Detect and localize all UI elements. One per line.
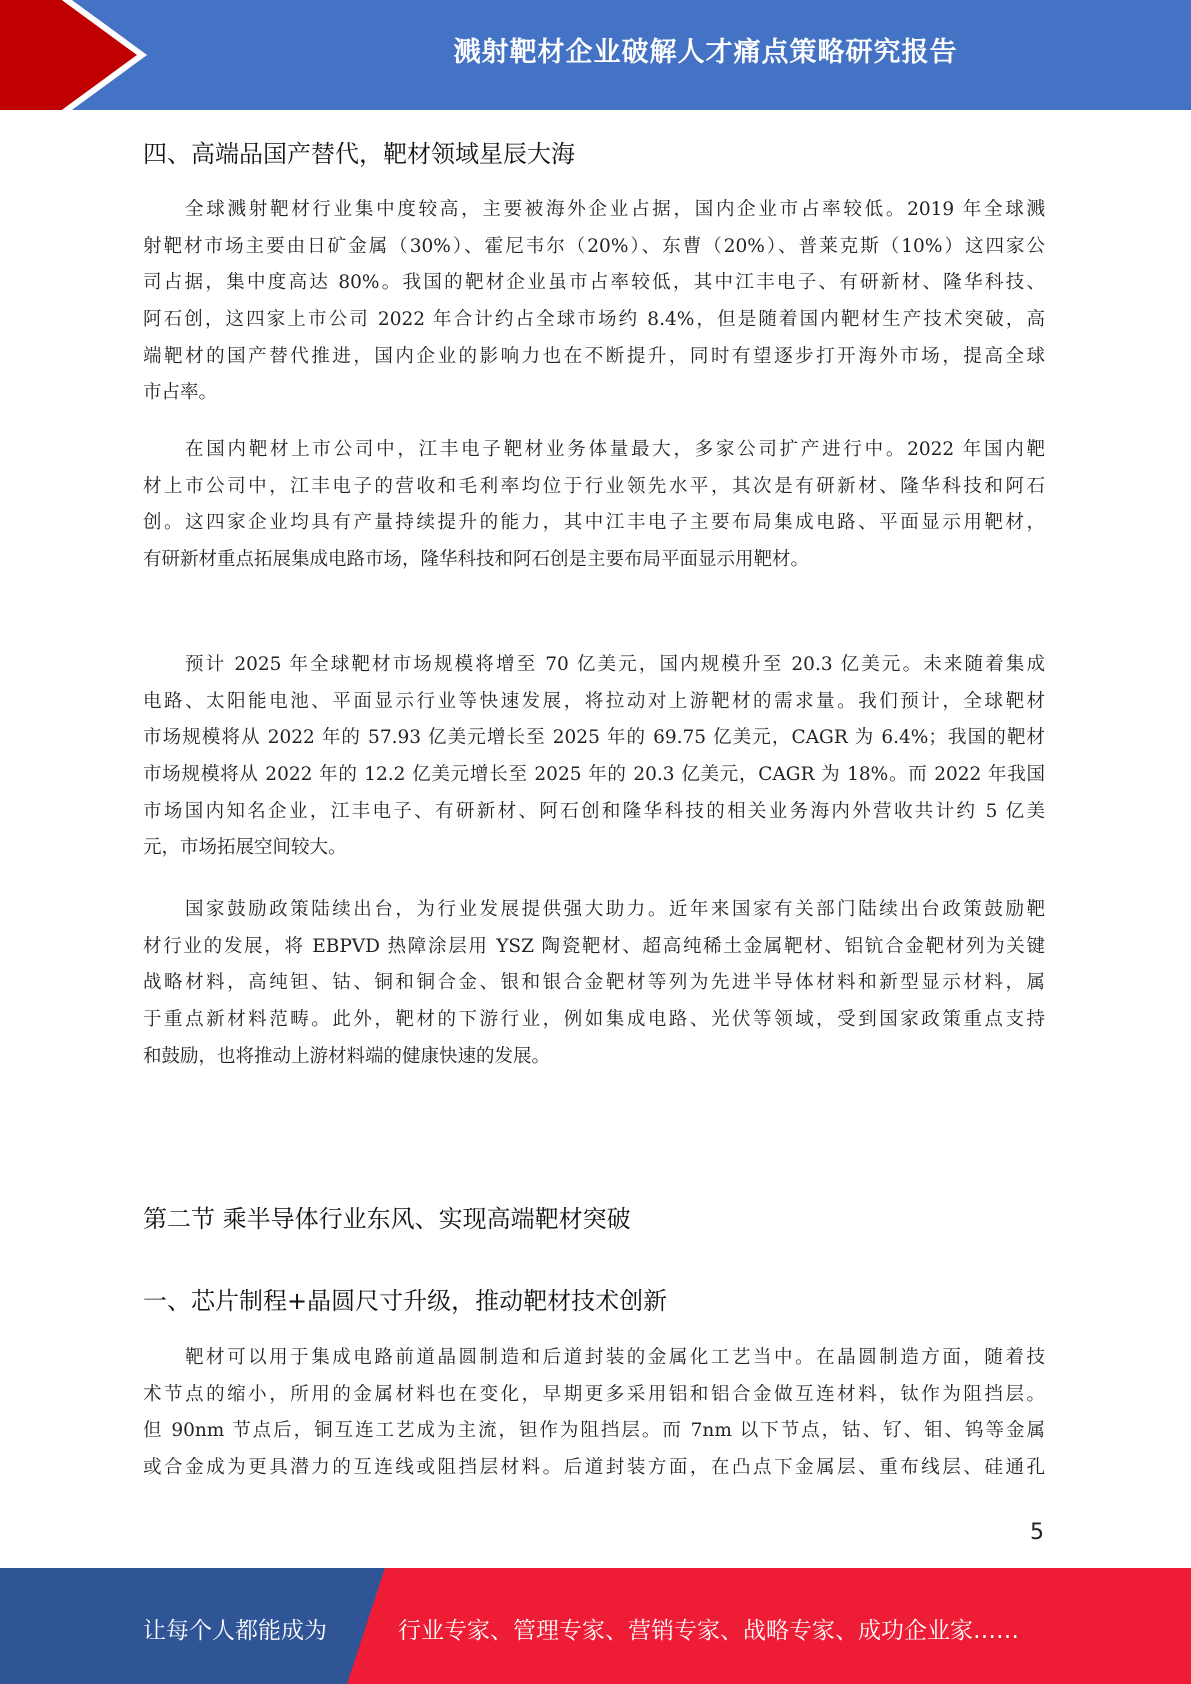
text-line: 射靶材市场主要由日矿金属（30%）、霍尼韦尔（20%）、东曹（20%）、普莱克斯（10%）这四家公 — [143, 235, 1045, 257]
paragraph-1 — [143, 192, 1045, 412]
text-line: 或合金成为更具潜力的互连线或阻挡层材料。后道封装方面，在凸点下金属层、重布线层、硅通孔 — [143, 1457, 1045, 1479]
text-line: 创。这四家企业均具有产量持续提升的能力，其中江丰电子主要布局集成电路、平面显示用靶材， — [143, 512, 1045, 534]
text-line: 元，市场拓展空间较大。 — [143, 837, 347, 859]
footer-slogan-right: 行业专家、管理专家、营销专家、战略专家、成功企业家…… — [398, 1618, 1019, 1644]
section-heading: 四、高端品国产替代，靶材领域星辰大海 — [143, 140, 575, 168]
text-line: 全球溅射靶材行业集中度较高，主要被海外企业占据，国内企业市占率较低。2019 年全球溅 — [185, 199, 1045, 220]
text-line: 电路、太阳能电池、平面显示行业等快速发展，将拉动对上游靶材的需求量。我们预计，全球靶材 — [143, 690, 1045, 712]
text-line: 战略材料，高纯钽、钴、铜和铜合金、银和银合金靶材等列为先进半导体材料和新型显示材料，属 — [143, 972, 1045, 994]
text-line: 预计 2025 年全球靶材市场规模将增至 70 亿美元，国内规模升至 20.3 亿美元。未来随着集成 — [185, 654, 1045, 675]
chapter-heading: 第二节 乘半导体行业东风、实现高端靶材突破 — [143, 1205, 631, 1233]
text-line: 国家鼓励政策陆续出台，为行业发展提供强大助力。近年来国家有关部门陆续出台政策鼓励靶 — [185, 899, 1045, 920]
footer-slogan-left: 让每个人都能成为 — [143, 1618, 327, 1644]
page-header — [0, 0, 1191, 110]
text-line: 靶材可以用于集成电路前道晶圆制造和后道封装的金属化工艺当中。在晶圆制造方面，随着技 — [185, 1347, 1045, 1368]
text-line: 市场规模将从 2022 年的 12.2 亿美元增长至 2025 年的 20.3 亿美元，CAGR 为 18%。而 2022 年我国 — [143, 764, 1045, 786]
page-footer — [0, 1568, 1191, 1684]
text-line: 于重点新材料范畴。此外，靶材的下游行业，例如集成电路、光伏等领域，受到国家政策重点支持 — [143, 1009, 1045, 1031]
text-line: 阿石创，这四家上市公司 2022 年合计约占全球市场约 8.4%，但是随着国内靶材生产技术突破，高 — [143, 309, 1045, 331]
paragraph-3 — [143, 647, 1045, 867]
page-number: 5 — [1030, 1520, 1044, 1545]
text-line: 术节点的缩小，所用的金属材料也在变化，早期更多采用铝和铝合金做互连材料，钛作为阻挡层。 — [143, 1383, 1045, 1405]
paragraph-5 — [143, 1340, 1045, 1487]
text-line: 材上市公司中，江丰电子的营收和毛利率均位于行业领先水平，其次是有研新材、隆华科技和阿石 — [143, 475, 1045, 497]
text-line: 但 90nm 节点后，铜互连工艺成为主流，钽作为阻挡层。而 7nm 以下节点，钴、钌、钼、钨等金属 — [143, 1420, 1045, 1442]
text-line: 在国内靶材上市公司中，江丰电子靶材业务体量最大，多家公司扩产进行中。2022 年国内靶 — [185, 439, 1045, 460]
text-line: 端靶材的国产替代推进，国内企业的影响力也在不断提升，同时有望逐步打开海外市场，提高全球 — [143, 345, 1045, 367]
chevron-decoration-icon — [0, 0, 160, 110]
text-line: 材行业的发展，将 EBPVD 热障涂层用 YSZ 陶瓷靶材、超高纯稀土金属靶材、铝钪合金靶材列为关键 — [143, 935, 1045, 957]
text-line: 和鼓励，也将推动上游材料端的健康快速的发展。 — [143, 1045, 551, 1067]
report-title: 溅射靶材企业破解人才痛点策略研究报告 — [453, 37, 958, 68]
text-line: 有研新材重点拓展集成电路市场，隆华科技和阿石创是主要布局平面显示用靶材。 — [143, 549, 810, 571]
subsection-heading: 一、芯片制程+晶圆尺寸升级，推动靶材技术创新 — [143, 1287, 668, 1315]
text-line: 市占率。 — [143, 382, 218, 404]
text-line: 市场国内知名企业，江丰电子、有研新材、阿石创和隆华科技的相关业务海内外营收共计约 5 亿美 — [143, 800, 1045, 822]
paragraph-4 — [143, 892, 1045, 1075]
text-line: 市场规模将从 2022 年的 57.93 亿美元增长至 2025 年的 69.75 亿美元，CAGR 为 6.4%；我国的靶材 — [143, 727, 1045, 749]
text-line: 司占据，集中度高达 80%。我国的靶材企业虽市占率较低，其中江丰电子、有研新材、隆华科技、 — [143, 272, 1045, 294]
paragraph-2 — [143, 432, 1045, 579]
